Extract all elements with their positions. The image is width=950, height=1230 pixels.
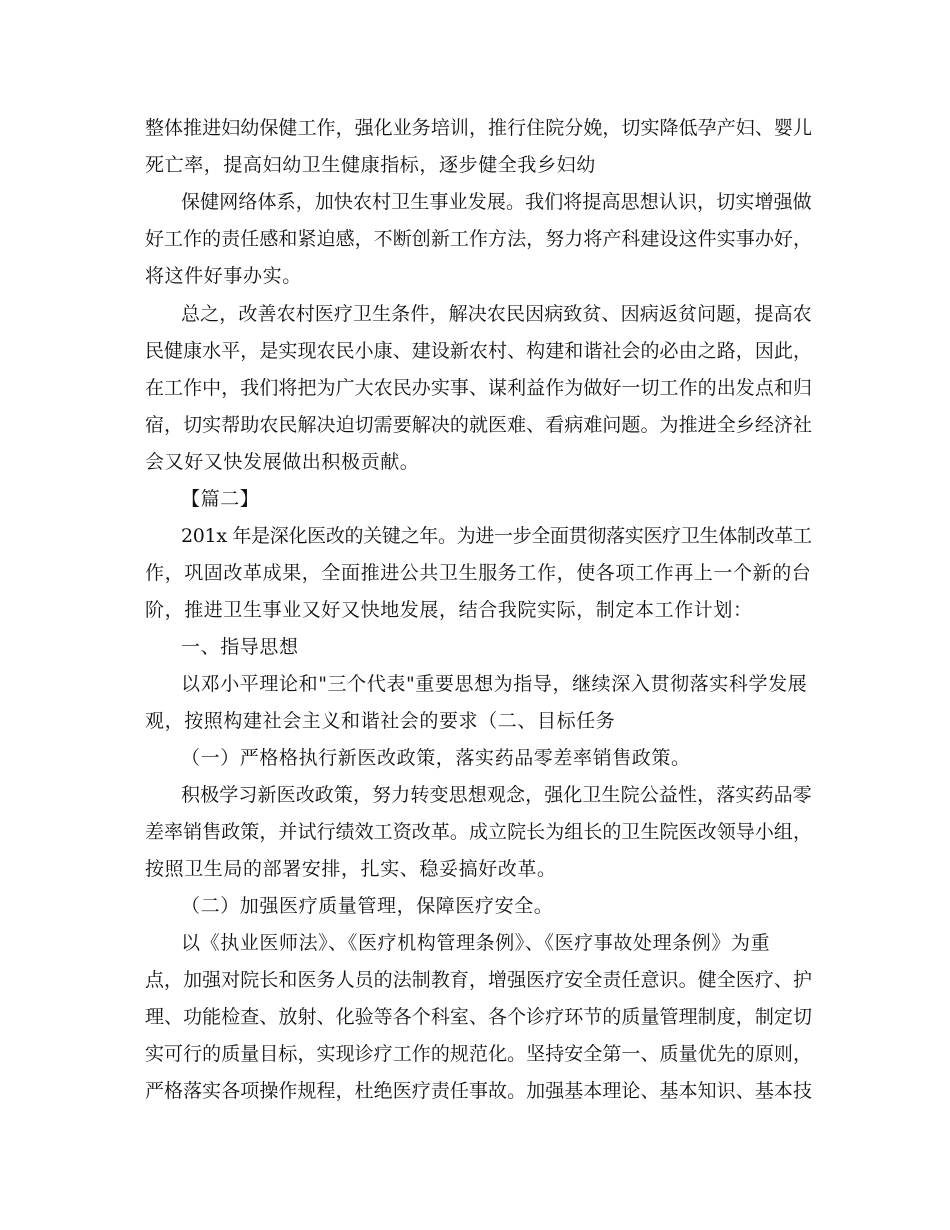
text-line: 作，巩固改革成果，全面推进公共卫生服务工作，使各项工作再上一个新的台 bbox=[145, 562, 812, 584]
text-line: 以邓小平理论和"三个代表"重要思想为指导，继续深入贯彻落实科学发展 bbox=[181, 673, 808, 695]
text-line: 将这件好事办实。 bbox=[145, 265, 302, 287]
text-line: 以《执业医师法》、《医疗机构管理条例》、《医疗事故处理条例》为重 bbox=[181, 932, 771, 954]
section-heading: 【篇二】 bbox=[181, 488, 260, 510]
text-line: 总之，改善农村医疗卫生条件，解决农民因病致贫、因病返贫问题，提高农 bbox=[181, 303, 812, 325]
text-line: 积极学习新医改政策，努力转变思想观念，强化卫生院公益性，落实药品零 bbox=[181, 784, 812, 806]
text-line: 好工作的责任感和紧迫感，不断创新工作方法，努力将产科建设这件实事办好， bbox=[145, 228, 813, 250]
text-line: 差率销售政策，并试行绩效工资改革。成立院长为组长的卫生院医改领导小组， bbox=[145, 821, 813, 843]
text-line: 201x 年是深化医改的关键之年。为进一步全面贯彻落实医疗卫生体制改革工 bbox=[181, 525, 812, 547]
text-line: 观，按照构建社会主义和谐社会的要求（二、目标任务 bbox=[145, 710, 616, 732]
text-line: 实可行的质量目标，实现诊疗工作的规范化。坚持安全第一、质量优先的原则， bbox=[145, 1043, 813, 1065]
text-line: 会又好又快发展做出积极贡献。 bbox=[145, 451, 420, 473]
subheading: 一、指导思想 bbox=[181, 636, 299, 658]
text-line: 宿，切实帮助农民解决迫切需要解决的就医难、看病难问题。为推进全乡经济社 bbox=[145, 414, 813, 436]
text-line: 整体推进妇幼保健工作，强化业务培训，推行住院分娩，切实降低孕产妇、婴儿 bbox=[145, 117, 813, 139]
text-line: 点，加强对院长和医务人员的法制教育，增强医疗安全责任意识。健全医疗、护 bbox=[145, 969, 813, 991]
text-line: 死亡率，提高妇幼卫生健康指标，逐步健全我乡妇幼 bbox=[145, 154, 596, 176]
text-line: 保健网络体系，加快农村卫生事业发展。我们将提高思想认识，切实增强做 bbox=[181, 191, 812, 213]
text-line: 理、功能检查、放射、化验等各个科室、各个诊疗环节的质量管理制度，制定切 bbox=[145, 1006, 813, 1028]
subheading: （一）严格格执行新医改政策，落实药品零差率销售政策。 bbox=[181, 747, 691, 769]
text-line: 民健康水平，是实现农民小康、建设新农村、构建和谐社会的必由之路，因此， bbox=[145, 340, 813, 362]
subheading: （二）加强医疗质量管理，保障医疗安全。 bbox=[181, 895, 554, 917]
text-line: 在工作中，我们将把为广大农民办实事、谋利益作为做好一切工作的出发点和归 bbox=[145, 377, 813, 399]
text-line: 阶，推进卫生事业又好又快地发展，结合我院实际，制定本工作计划： bbox=[145, 599, 753, 621]
text-line: 按照卫生局的部署安排，扎实、稳妥搞好改革。 bbox=[145, 858, 557, 880]
text-line: 严格落实各项操作规程，杜绝医疗责任事故。加强基本理论、基本知识、基本技 bbox=[145, 1080, 813, 1102]
